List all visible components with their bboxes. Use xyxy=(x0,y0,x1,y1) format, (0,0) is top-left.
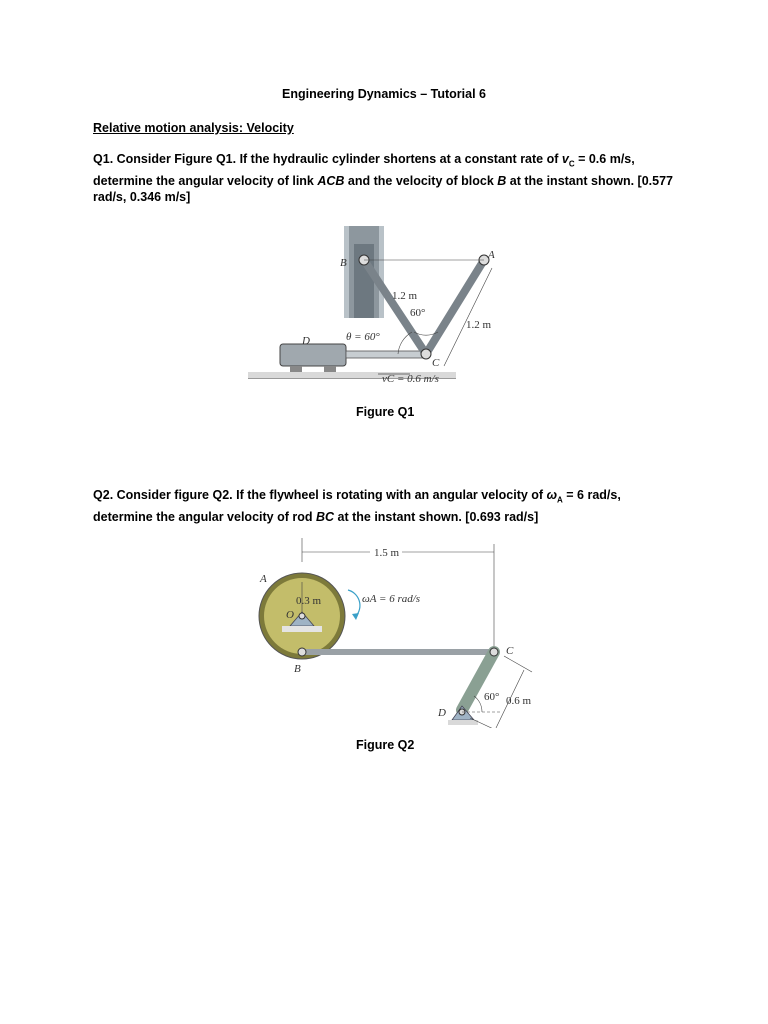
q2-text-b: = 6 rad/s, determine the angular velocity of rod xyxy=(93,488,621,524)
q2-dim-cd-guide-top xyxy=(504,656,532,672)
q1-cylinder-support-2 xyxy=(324,366,336,372)
q1-block: B xyxy=(497,173,507,188)
q1-hydraulic-cylinder xyxy=(280,344,346,366)
q2-omega-label: ωA = 6 rad/s xyxy=(362,593,421,605)
q1-vc-symbol: v xyxy=(561,152,569,166)
q1-velocity-label: vC = 0.6 m/s xyxy=(382,373,439,385)
q2-omega-arrow xyxy=(348,590,360,616)
q2-span-label: 1.5 m xyxy=(374,547,400,559)
q2-omega-arrowhead xyxy=(352,613,359,620)
q2-label-b: B xyxy=(294,663,301,675)
q1-number: Q1 xyxy=(93,152,110,166)
figure-q2-caption: Figure Q2 xyxy=(356,738,415,752)
q2-support-base xyxy=(282,626,322,632)
q2-omega-sub: A xyxy=(557,495,563,505)
q1-text-a: . Consider Figure Q1. If the hydraulic cylinder shortens at a constant rate of xyxy=(109,152,562,166)
page-title: Engineering Dynamics – Tutorial 6 xyxy=(282,87,486,101)
q1-text-b: = 0.6 m/s, determine the angular velocity of link xyxy=(93,152,635,188)
q1-length-bc: 1.2 m xyxy=(392,290,418,302)
q2-length-cd: 0.6 m xyxy=(506,695,532,707)
q1-text-d: at the instant shown. [0.577 rad/s, 0.346 m/s] xyxy=(93,173,673,204)
figure-q2-diagram xyxy=(252,538,552,728)
q1-angle-acb: 60° xyxy=(410,307,426,319)
q2-pin-b xyxy=(298,648,306,656)
q2-label-o: O xyxy=(286,609,294,621)
q1-pin-c xyxy=(421,349,431,359)
q2-label-a: A xyxy=(260,573,267,585)
q2-pin-c xyxy=(490,648,498,656)
q1-label-b: B xyxy=(340,257,347,269)
q1-theta-label: θ = 60° xyxy=(346,331,380,343)
q2-number: Q2 xyxy=(93,488,110,502)
q2-label-d: D xyxy=(438,707,446,719)
q2-radius-label: 0.3 m xyxy=(296,595,322,607)
q1-vc-sub: C xyxy=(568,159,575,169)
q2-text-c: at the instant shown. [0.693 rad/s] xyxy=(334,509,539,524)
q1-cylinder-support-1 xyxy=(290,366,302,372)
q2-ground-hatch xyxy=(448,720,478,725)
figure-q1-caption: Figure Q1 xyxy=(356,405,415,419)
q1-link: ACB xyxy=(317,173,345,188)
q2-omega-symbol: ω xyxy=(546,488,557,502)
q1-text-c: and the velocity of block xyxy=(344,173,498,188)
q2-label-c: C xyxy=(506,645,514,657)
q1-label-a: A xyxy=(488,249,495,261)
q1-length-ac: 1.2 m xyxy=(466,319,492,331)
q2-text-a: . Consider figure Q2. If the flywheel is rotating with an angular velocity of xyxy=(109,488,547,502)
figure-q1-diagram xyxy=(248,222,518,387)
q1-link-ac xyxy=(426,260,484,354)
q1-label-d: D xyxy=(302,335,310,347)
question-q2 xyxy=(93,487,683,525)
q1-label-c: C xyxy=(432,357,440,369)
q2-rod: BC xyxy=(315,509,335,524)
q2-pin-o xyxy=(299,613,305,619)
q2-angle-label: 60° xyxy=(484,691,500,703)
q1-piston-rod xyxy=(346,351,426,358)
question-q1 xyxy=(93,151,683,205)
section-heading: Relative motion analysis: Velocity xyxy=(93,121,294,135)
